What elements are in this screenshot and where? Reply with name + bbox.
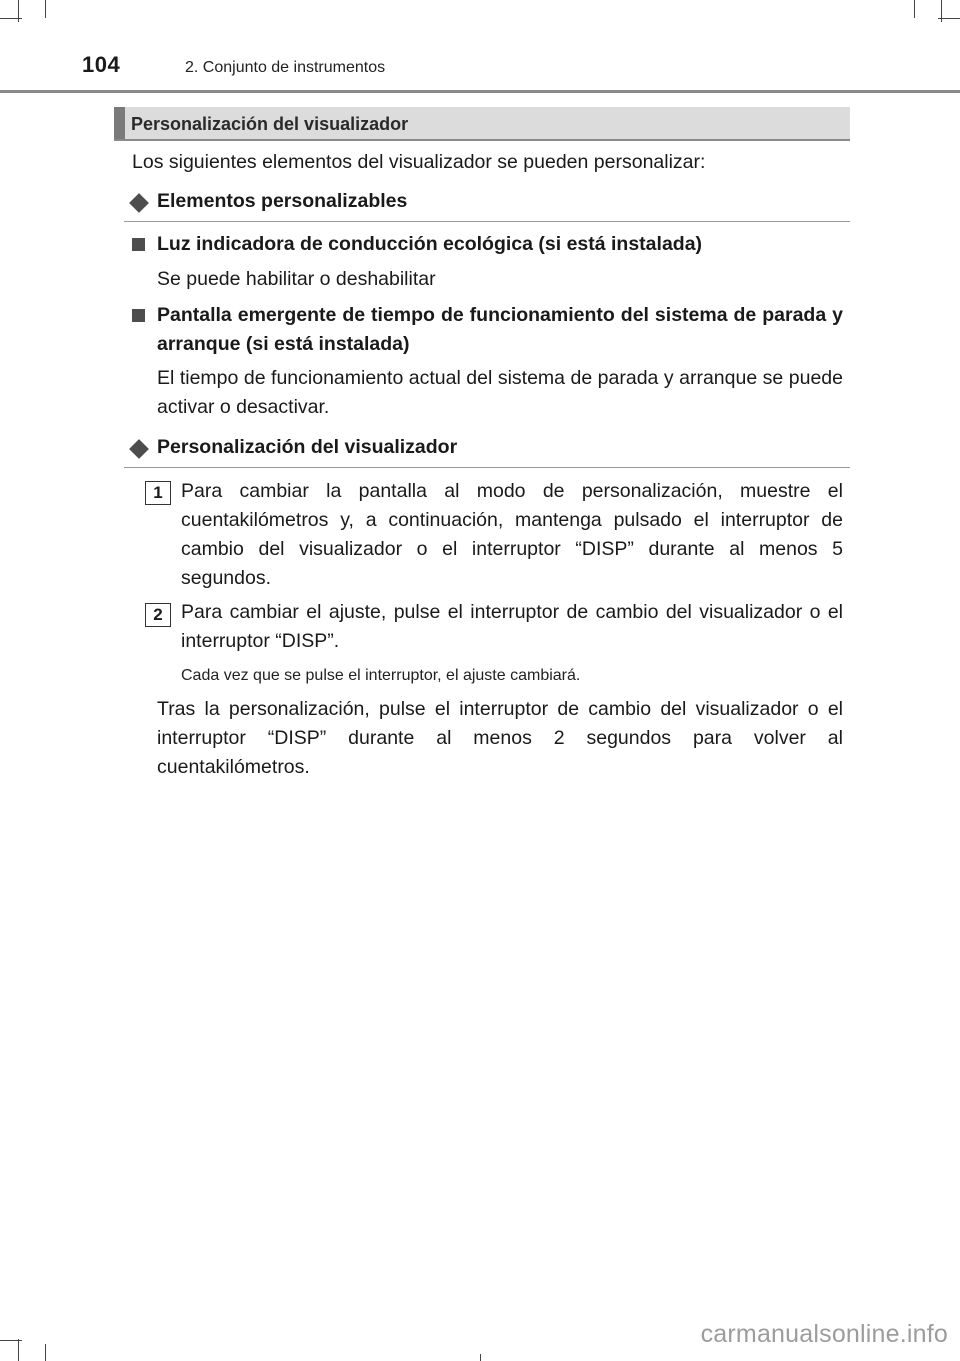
step-number-badge: 2 [145,603,171,627]
step-note: Cada vez que se pulse el interruptor, el ajuste cambiará. [181,667,581,684]
diamond-bullet-icon [129,439,149,459]
square-bullet-icon [132,238,145,251]
closing-paragraph: Tras la personalización, pulse el interruptor de cambio del visualizador o el interruptor “DISP” durante al menos 2 segundos para volver al cuentakilómetros. [157,698,843,778]
header-rule [0,90,960,93]
customizable-items-heading [124,190,850,222]
watermark: carmanualsonline.info [700,1320,948,1348]
item-description: Se puede habilitar o deshabilitar [157,268,436,290]
crop-mark [45,1344,46,1361]
step-number-badge: 1 [145,481,171,505]
display-customization-heading-label: Personalización del visualizador [157,436,458,458]
chapter-title: 2. Conjunto de instrumentos [185,59,386,76]
crop-mark [18,0,19,22]
item-title: Pantalla emergente de tiempo de funcionamiento del sistema de parada y arranque (si está instalada) [157,304,843,355]
section-bar-accent [114,107,125,139]
section-header-bar [114,107,850,141]
customizable-items-heading-label: Elementos personalizables [157,190,408,212]
step-text: Para cambiar el ajuste, pulse el interruptor de cambio del visualizador o el interruptor “DISP”. [181,601,843,652]
crop-mark [18,1339,19,1361]
page-number: 104 [82,52,121,77]
diamond-bullet-icon [129,193,149,213]
crop-mark [45,0,46,18]
item-title: Luz indicadora de conducción ecológica (si está instalada) [157,233,703,255]
crop-mark [480,1354,481,1361]
display-customization-heading [124,436,850,468]
step-text: Para cambiar la pantalla al modo de personalización, muestre el cuentakilómetros y, a continuación, mantenga pulsado el interruptor de cambio del visualizador o el interruptor “DISP” durante al menos 5 segundos. [181,480,843,589]
section-intro: Los siguientes elementos del visualizador se pueden personalizar: [132,151,706,173]
square-bullet-icon [132,309,145,322]
crop-mark [914,0,915,18]
crop-mark [941,0,942,22]
item-description: El tiempo de funcionamiento actual del sistema de parada y arranque se puede activar o desactivar. [157,367,843,418]
section-title: Personalización del visualizador [131,114,409,134]
